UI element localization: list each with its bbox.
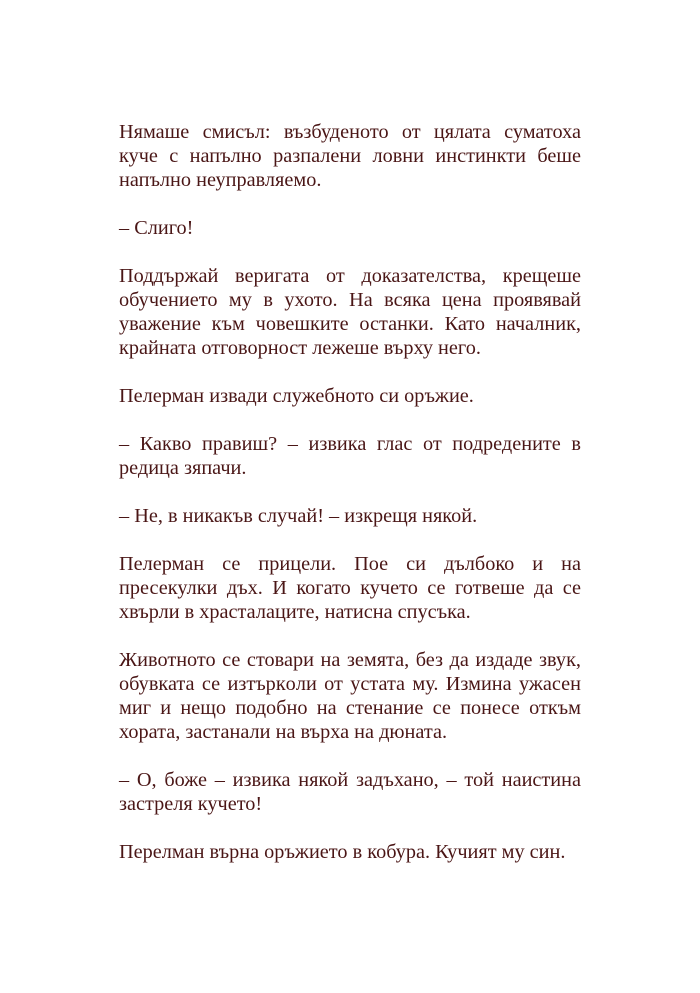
paragraph: Перелман върна оръжието в кобура. Кучият му син.: [119, 841, 566, 863]
paragraph: – Какво правиш? – извика глас от подредените в редица зяпачи.: [119, 433, 581, 479]
paragraph: Нямаше смисъл: възбуденото от цялата суматоха куче с напълно разпалени ловни инстинкти беше напълно неуправляемо.: [119, 121, 581, 191]
body-text: [119, 120, 581, 888]
paragraph: Пелерман извади служебното си оръжие.: [119, 385, 474, 407]
paragraph: – О, боже – извика някой задъхано, – той наистина застреля кучето!: [119, 769, 581, 815]
paragraph: Животното се стовари на земята, без да издаде звук, обувката се изтъркoли от устата му. Измина ужасен миг и нещо подобно на стенание се понесе откъм хората, застанали на върха на дюната.: [119, 649, 581, 743]
paragraph: – Слиго!: [119, 217, 194, 239]
paragraph: Пелерман се прицели. Пое си дълбоко и на пресекулки дъх. И когато кучето се готвеше да се хвърли в храсталаците, натисна спусъка.: [119, 553, 581, 623]
paragraph: Поддържай веригата от доказателства, крещеше обучението му в ухото. На всяка цена проявявай уважение към човешките останки. Като началник, крайната отговорност лежеше върху него.: [119, 265, 581, 359]
paragraph: – Не, в никакъв случай! – изкрещя някой.: [119, 505, 478, 527]
